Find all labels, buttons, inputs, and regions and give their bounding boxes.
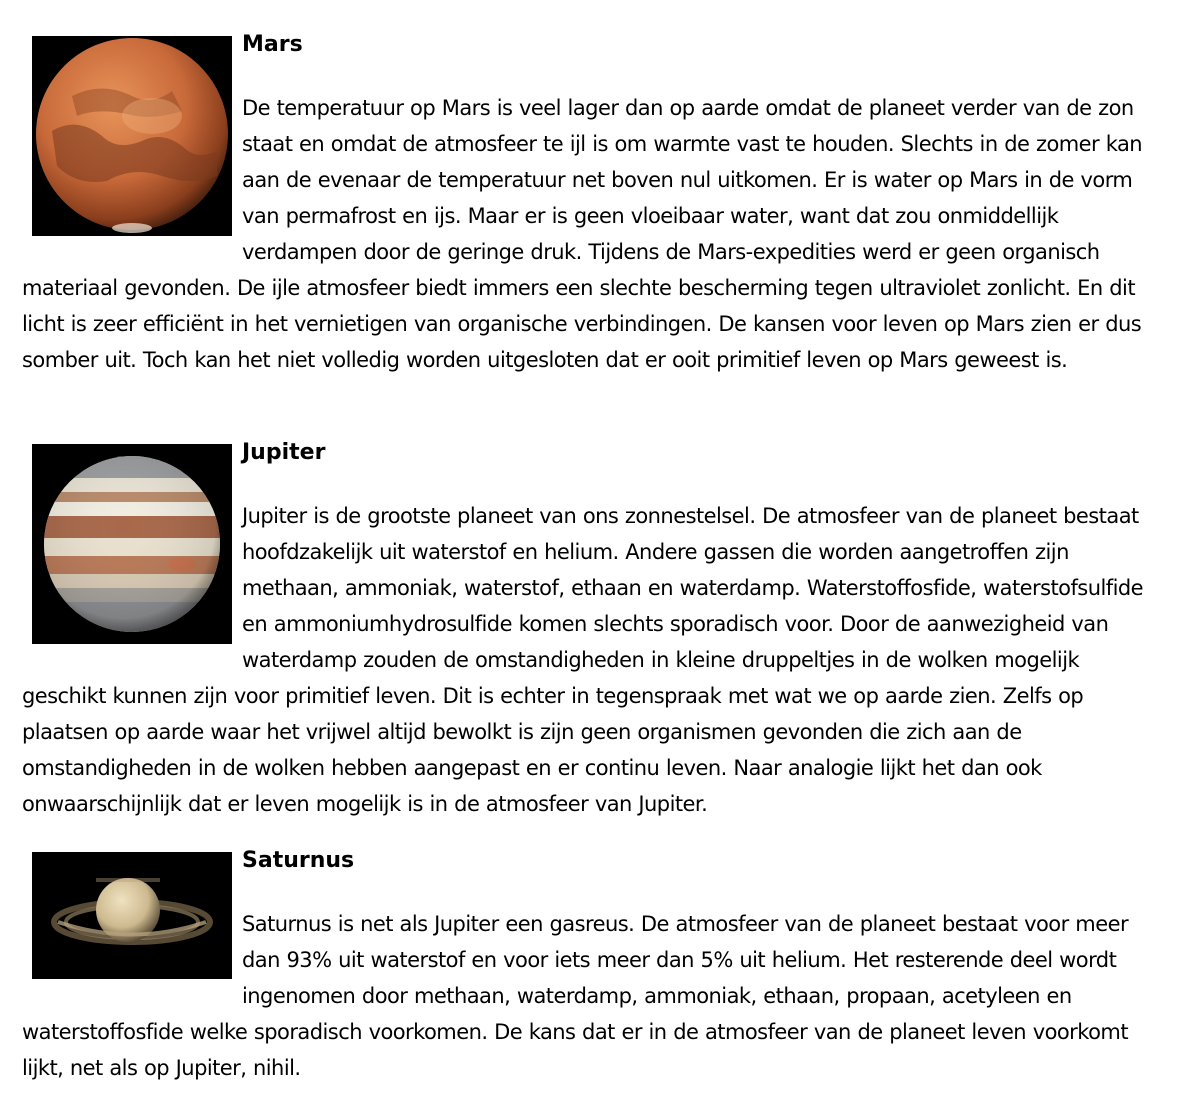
planet-text-mars: De temperatuur op Mars is veel lager dan op aarde omdat de planeet verder van de zon staat en omdat de atmosfeer te ijl is om warmte vast te houden. Slechts in de zomer kan aan de evenaar de temperatuur net boven nul uitkomen. Er is water op Mars in de vorm van permafrost en ijs. Maar er is geen vloeibaar water, want dat zou onmiddellijk verdampen door de geringe druk. Tijdens de Mars-expedities werd er geen organisch materiaal gevonden. De ijle atmosfeer biedt immers een slechte bescherming tegen ultraviolet zonlicht. En dit licht is zeer efficiënt in het vernietigen van organische verbindingen. De kansen voor leven op Mars zien er dus somber uit. Toch kan het niet volledig worden uitgesloten dat er ooit primitief leven op Mars geweest is. <box>22 96 1143 372</box>
planet-title-mars: Mars <box>242 32 303 57</box>
planet-text-jupiter: Jupiter is de grootste planeet van ons zonnestelsel. De atmosfeer van de planeet bestaat hoofdzakelijk uit waterstof en helium. Andere gassen die worden aangetroffen zijn methaan, ammoniak, waterstof, ethaan en waterdamp. Waterstoffosfide, waterstofsulfide en ammoniumhydrosulfide komen slechts sporadisch voor. Door de aanwezigheid van waterdamp zouden de omstandigheden in kleine druppeltjes in de wolken mogelijk geschikt kunnen zijn voor primitief leven. Dit is echter in tegenspraak met wat we op aarde zien. Zelfs op plaatsen op aarde waar het vrijwel altijd bewolkt is zijn geen organismen gevonden die zich aan de omstandigheden in de wolken hebben aangepast en er continu leven. Naar analogie lijkt het dan ook onwaarschijnlijk dat er leven mogelijk is in de atmosfeer van Jupiter. <box>22 504 1144 816</box>
planet-title-jupiter: Jupiter <box>242 440 326 465</box>
planet-section-mars <box>22 30 1167 378</box>
planet-text-saturnus: Saturnus is net als Jupiter een gasreus. De atmosfeer van de planeet bestaat voor meer dan 93% uit waterstof en voor iets meer dan 5% uit helium. Het resterende deel wordt ingenomen door methaan, waterdamp, ammoniak, ethaan, propaan, acetyleen en waterstoffosfide welke sporadisch voorkomen. De kans dat er in de atmosfeer van de planeet leven voorkomt lijkt, net als op Jupiter, nihil. <box>22 912 1129 1080</box>
saturn-planet-image <box>32 852 232 979</box>
planet-section-jupiter <box>22 438 1167 822</box>
mars-planet-image <box>32 36 232 236</box>
jupiter-planet-image <box>32 444 232 644</box>
planet-title-saturnus: Saturnus <box>242 848 355 873</box>
planet-section-saturnus <box>22 846 1167 1086</box>
